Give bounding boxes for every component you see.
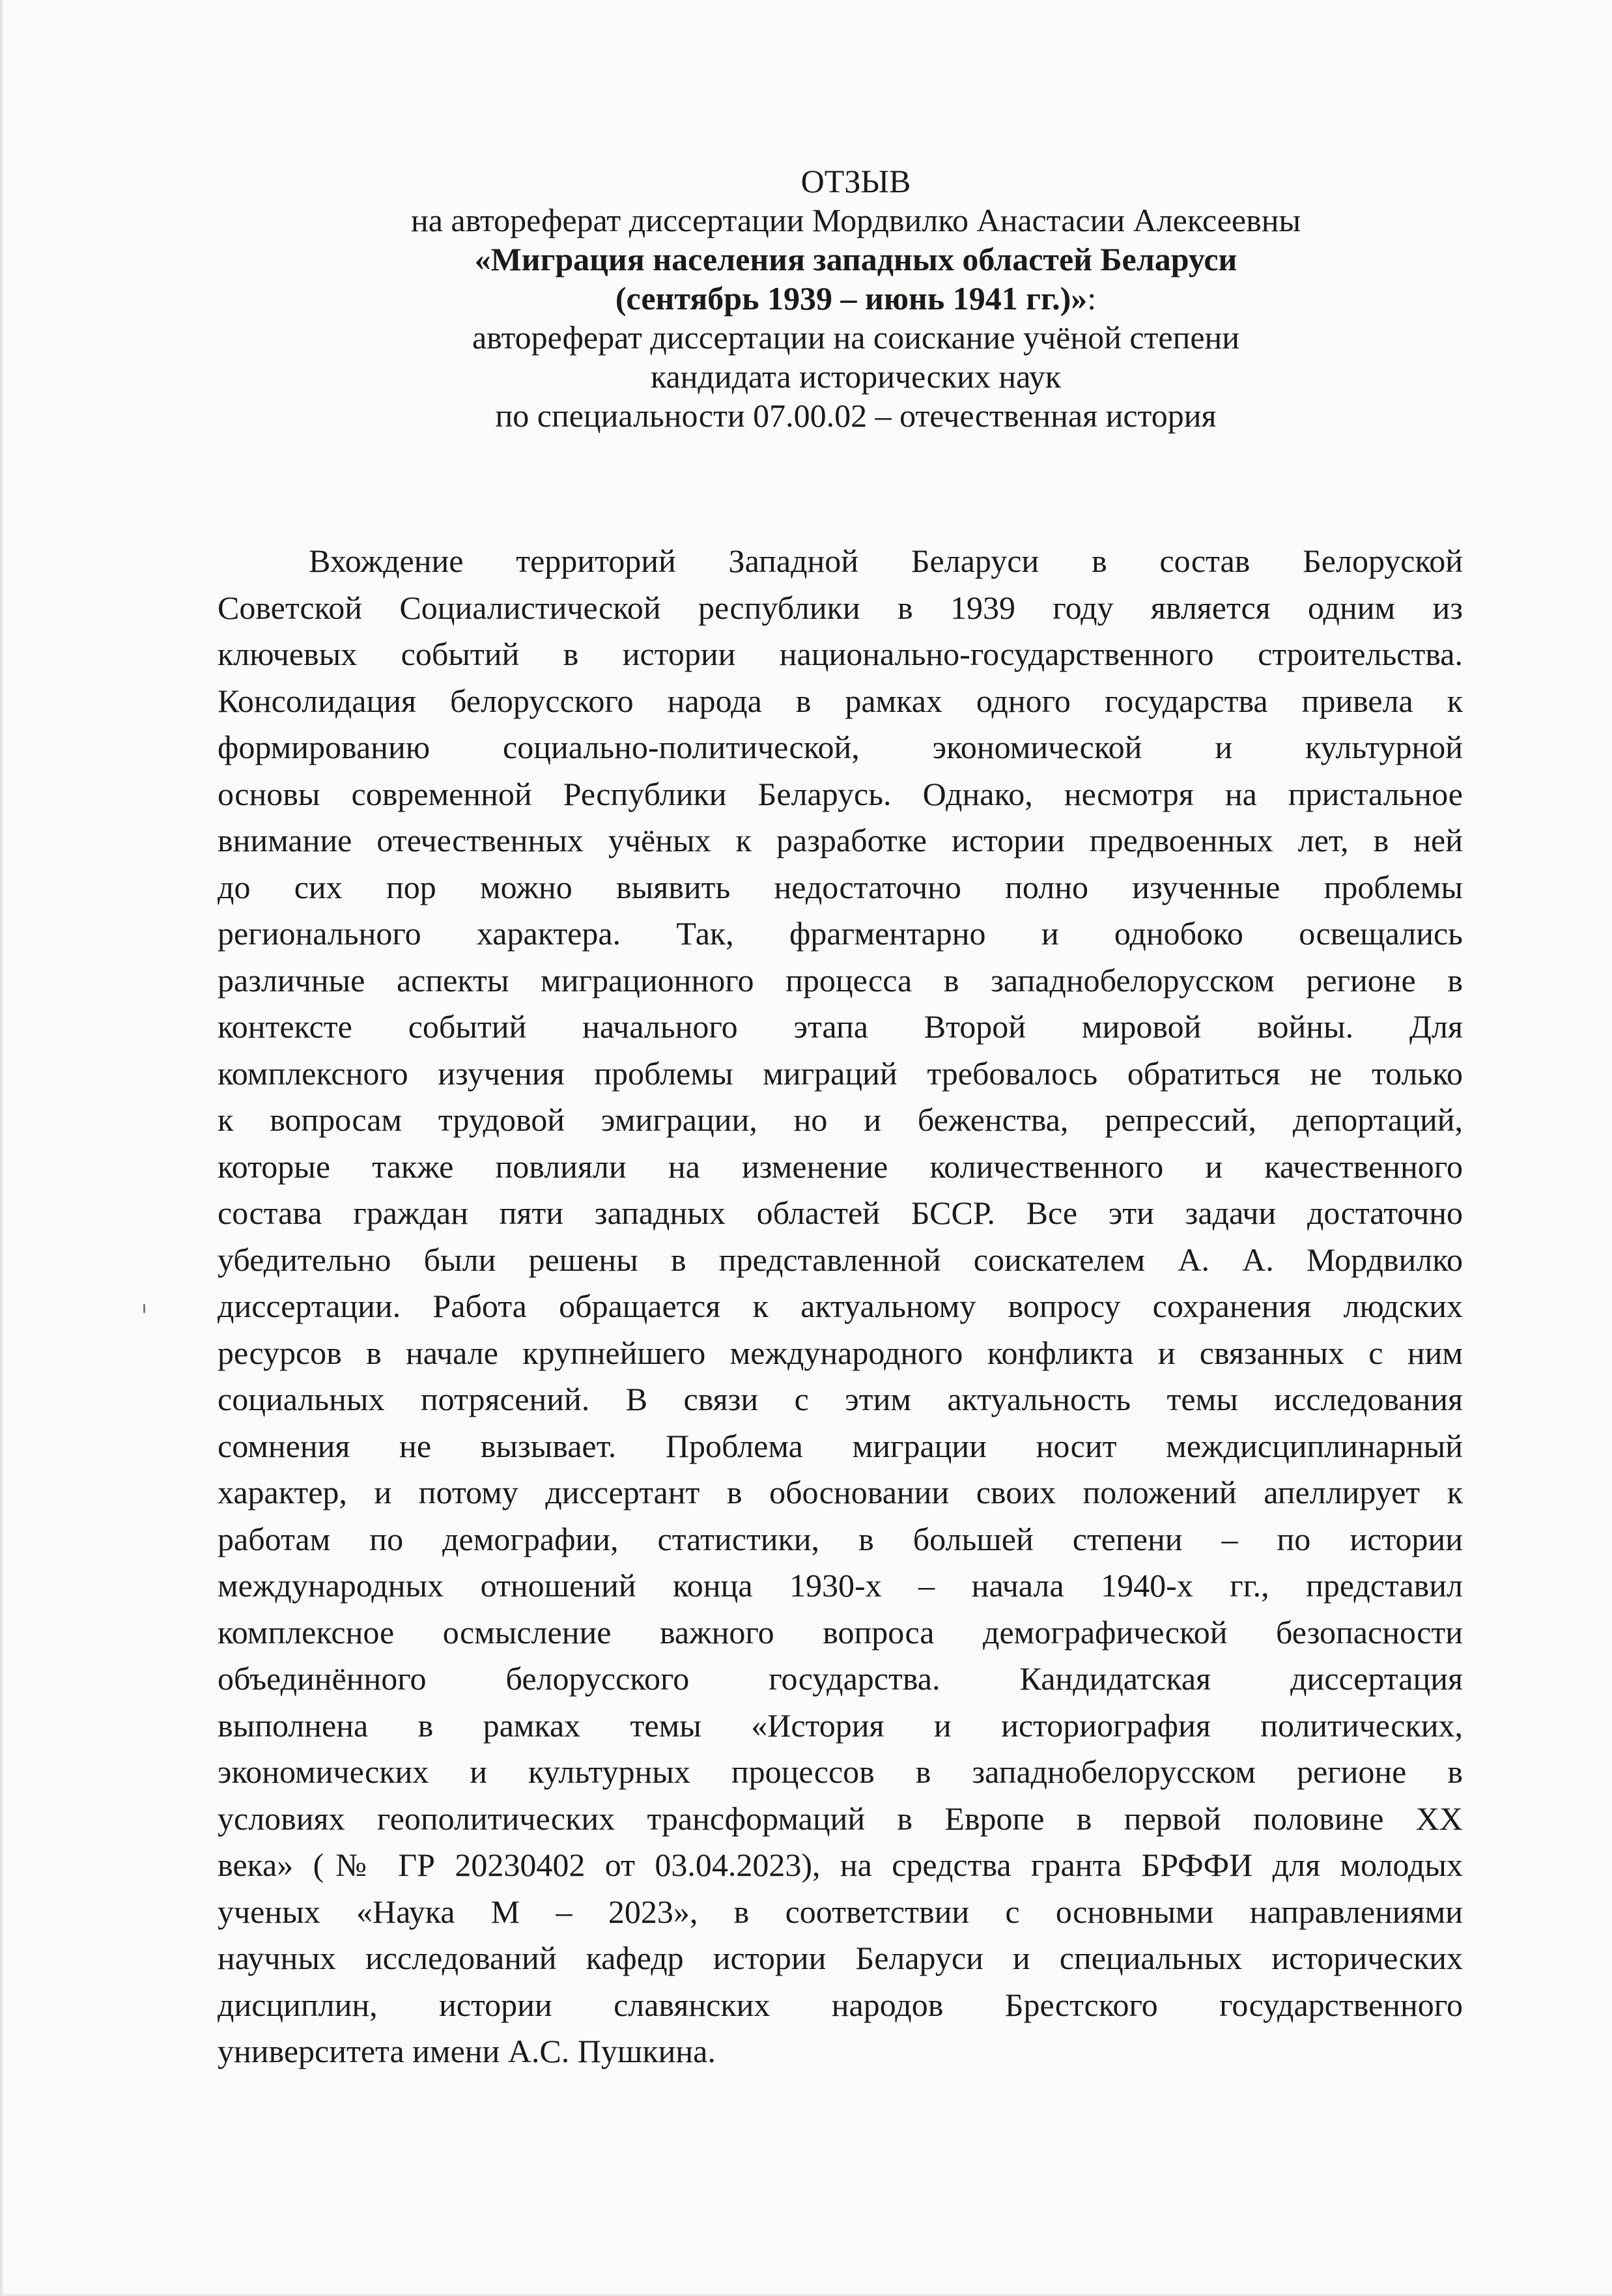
paragraph-line: ученых «Наука М – 2023», в соответствии с основными направлениями xyxy=(218,1893,1463,1930)
paragraph-line: условиях геополитических трансформаций в Европе в первой половине XX xyxy=(218,1800,1463,1837)
document-header xyxy=(276,162,1435,435)
paragraph-line: социальных потрясений. В связи с этим актуальность темы исследования xyxy=(218,1381,1463,1417)
paragraph-line: комплексного изучения проблемы миграций требовалось обратиться не только xyxy=(218,1055,1463,1092)
paragraph-line: Консолидация белорусского народа в рамках одного государства привела к xyxy=(218,682,1463,719)
paragraph-line: основы современной Республики Беларусь. Однако, несмотря на пристальное xyxy=(218,775,1463,812)
paragraph-line: характер, и потому диссертант в обосновании своих положений апеллирует к xyxy=(218,1474,1463,1510)
paragraph-line: комплексное осмысление важного вопроса демографической безопасности xyxy=(218,1613,1463,1651)
paragraph-line: до сих пор можно выявить недостаточно полно изученные проблемы xyxy=(218,868,1463,905)
paragraph-line: международных отношений конца 1930-х – начала 1940-х гг., представил xyxy=(218,1567,1463,1604)
paragraph-line: экономических и культурных процессов в западнобелорусском регионе в xyxy=(218,1753,1463,1790)
paragraph-line: объединённого белорусского государства. Кандидатская диссертация xyxy=(218,1660,1463,1697)
dissertation-title-line-2-bold: (сентябрь 1939 – июнь 1941 гг.)» xyxy=(615,280,1088,317)
paragraph-line: Вхождение территорий Западной Беларуси в состав Белоруской xyxy=(309,543,1463,579)
paragraph-line: формированию социально-политической, экономической и культурной xyxy=(218,729,1463,765)
paragraph-line: различные аспекты миграционного процесса в западнобелорусском регионе в xyxy=(218,961,1463,999)
paragraph-line: Советской Социалистической республики в 1939 году является одним из xyxy=(218,589,1463,626)
paragraph-line: сомнения не вызывает. Проблема миграции носит междисциплинарный xyxy=(218,1427,1463,1464)
paragraph-line: научных исследований кафедр истории Беларуси и специальных исторических xyxy=(218,1940,1463,1976)
paragraph-line: диссертации. Работа обращается к актуальному вопросу сохранения людских xyxy=(218,1288,1463,1324)
specialty-line: по специальности 07.00.02 – отечественная история xyxy=(495,397,1217,434)
degree-line-2: кандидата исторических наук xyxy=(650,358,1062,395)
scan-speck xyxy=(143,1304,145,1313)
degree-line-1: автореферат диссертации на соискание учёной степени xyxy=(472,319,1240,356)
review-paragraph xyxy=(218,538,1463,2075)
paragraph-line: университета имени А.С. Пушкина. xyxy=(218,2033,716,2069)
paragraph-line: регионального характера. Так, фрагментарно и однобоко освещались xyxy=(218,915,1463,952)
paragraph-line: внимание отечественных учёных к разработке истории предвоенных лет, в ней xyxy=(218,822,1463,858)
paragraph-line: к вопросам трудовой эмиграции, но и беженства, репрессий, депортаций, xyxy=(218,1101,1463,1138)
paragraph-line: состава граждан пяти западных областей БССР. Все эти задачи достаточно xyxy=(218,1195,1463,1231)
dissertation-title-line-2-tail: : xyxy=(1087,280,1097,317)
document-subtitle: на автореферат диссертации Мордвилко Анастасии Алексеевны xyxy=(410,202,1301,238)
paragraph-line: века» (№ ГР 20230402 от 03.04.2023), на средства гранта БРФФИ для молодых xyxy=(218,1847,1463,1883)
paragraph-line: контексте событий начального этапа Второй мировой войны. Для xyxy=(218,1008,1463,1045)
dissertation-title-line-2 xyxy=(276,279,1435,318)
dissertation-title-line-1: «Миграция населения западных областей Беларуси xyxy=(474,241,1237,277)
paragraph-line: работам по демографии, статистики, в большей степени – по истории xyxy=(218,1520,1463,1557)
paragraph-line: ключевых событий в истории национально-государственного строительства. xyxy=(218,636,1463,672)
paragraph-line: ресурсов в начале крупнейшего международного конфликта и связанных с ним xyxy=(218,1334,1463,1371)
document-title: ОТЗЫВ xyxy=(800,163,911,199)
paragraph-line: дисциплин, истории славянских народов Брестского государственного xyxy=(218,1986,1463,2023)
paragraph-line: выполнена в рамках темы «История и историография политических, xyxy=(218,1707,1463,1744)
paragraph-line: убедительно были решены в представленной соискателем А. А. Мордвилко xyxy=(218,1241,1463,1278)
paragraph-line: которые также повлияли на изменение количественного и качественного xyxy=(218,1148,1463,1185)
